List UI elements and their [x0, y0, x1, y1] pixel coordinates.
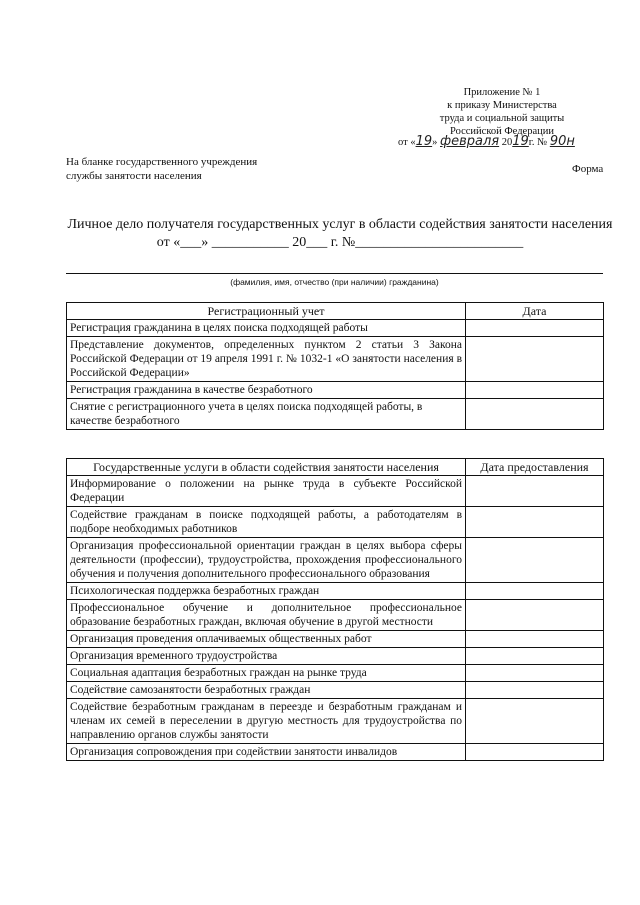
title-line-2: от «___» ___________ 20___ г. №________________________ — [156, 235, 524, 250]
table-row — [67, 476, 604, 507]
date-cell[interactable] — [466, 583, 604, 600]
table-row — [67, 507, 604, 538]
date-cell[interactable] — [466, 665, 604, 682]
column-header: Регистрационный учет — [67, 303, 466, 320]
date-cell[interactable] — [466, 476, 604, 507]
row-label: Психологическая поддержка безработных граждан — [67, 583, 466, 600]
table-row — [67, 631, 604, 648]
date-cell[interactable] — [466, 538, 604, 583]
date-cell[interactable] — [466, 399, 604, 430]
title-line-1: Личное дело получателя государственных услуг в области содействия занятости населения — [67, 217, 613, 232]
date-cell[interactable] — [466, 320, 604, 337]
table-header-row — [67, 303, 604, 320]
form-label: Форма — [572, 163, 604, 175]
row-label: Организация проведения оплачиваемых общественных работ — [67, 631, 466, 648]
appendix-line: Приложение № 1 — [463, 87, 541, 98]
column-header: Дата предоставления — [466, 459, 604, 476]
table-row — [67, 583, 604, 600]
row-label: Информирование о положении на рынке труда в субъекте Российской Федерации — [67, 476, 466, 507]
row-label: Содействие безработным гражданам в переезде и безработным гражданам и членам их семей в переселении в другую местность для трудоустройства по направлению органов службы занятости — [67, 699, 466, 744]
letterhead-note: На бланке государственного учреждения службы занятости населения — [66, 156, 258, 182]
table-row — [67, 399, 604, 430]
table-row — [67, 744, 604, 761]
row-label: Регистрация гражданина в целях поиска подходящей работы — [67, 320, 466, 337]
row-label: Социальная адаптация безработных граждан на рынке труда — [67, 665, 466, 682]
date-cell[interactable] — [466, 382, 604, 399]
date-separator: г. № — [528, 137, 548, 148]
date-mid: » — [432, 137, 438, 148]
date-cell[interactable] — [466, 600, 604, 631]
date-cell[interactable] — [466, 744, 604, 761]
table-header-row — [67, 459, 604, 476]
date-month-handwritten: февраля — [440, 134, 500, 149]
table-row — [67, 648, 604, 665]
date-year-prefix: 20 — [501, 137, 513, 148]
fio-underline — [66, 273, 603, 274]
date-cell[interactable] — [466, 337, 604, 382]
fio-caption: (фамилия, имя, отчество (при наличии) гражданина) — [230, 277, 439, 287]
table-row — [67, 382, 604, 399]
date-cell[interactable] — [466, 648, 604, 665]
column-header: Государственные услуги в области содействия занятости населения — [67, 459, 466, 476]
date-day-handwritten: 19 — [415, 134, 433, 149]
order-date-line — [398, 134, 575, 149]
appendix-header — [392, 86, 612, 138]
table-row — [67, 699, 604, 744]
document-title — [40, 216, 640, 252]
date-cell[interactable] — [466, 682, 604, 699]
order-number-handwritten: 90н — [549, 134, 575, 149]
row-label: Регистрация гражданина в качестве безработного — [67, 382, 466, 399]
table-row — [67, 320, 604, 337]
appendix-line: Российской Федерации — [450, 126, 554, 137]
appendix-line: труда и социальной защиты — [439, 113, 565, 124]
table-row — [67, 337, 604, 382]
row-label: Организация сопровождения при содействии занятости инвалидов — [67, 744, 466, 761]
date-cell[interactable] — [466, 507, 604, 538]
date-prefix: от « — [398, 137, 416, 148]
row-label: Профессиональное обучение и дополнительное профессиональное образование безработных граждан, включая обучение в другой местности — [67, 600, 466, 631]
table-row — [67, 665, 604, 682]
table-row — [67, 682, 604, 699]
row-label: Организация профессиональной ориентации граждан в целях выбора сферы деятельности (профессии), трудоустройства, прохождения профессионального обучения и получения дополнительного профессионального образования — [67, 538, 466, 583]
appendix-line: к приказу Министерства — [447, 100, 557, 111]
registration-table — [66, 302, 604, 430]
row-label: Снятие с регистрационного учета в целях поиска подходящей работы, в качестве безработного — [67, 399, 466, 430]
row-label: Представление документов, определенных пунктом 2 статьи 3 Закона Российской Федерации от 19 апреля 1991 г. № 1032-1 «О занятости населения в Российской Федерации» — [67, 337, 466, 382]
table-row — [67, 538, 604, 583]
table-row — [67, 600, 604, 631]
row-label: Содействие самозанятости безработных граждан — [67, 682, 466, 699]
services-table — [66, 458, 604, 761]
date-cell[interactable] — [466, 631, 604, 648]
date-year-handwritten: 19 — [512, 134, 529, 149]
row-label: Содействие гражданам в поиске подходящей работы, а работодателям в подборе необходимых работников — [67, 507, 466, 538]
row-label: Организация временного трудоустройства — [67, 648, 466, 665]
date-cell[interactable] — [466, 699, 604, 744]
column-header: Дата — [466, 303, 604, 320]
